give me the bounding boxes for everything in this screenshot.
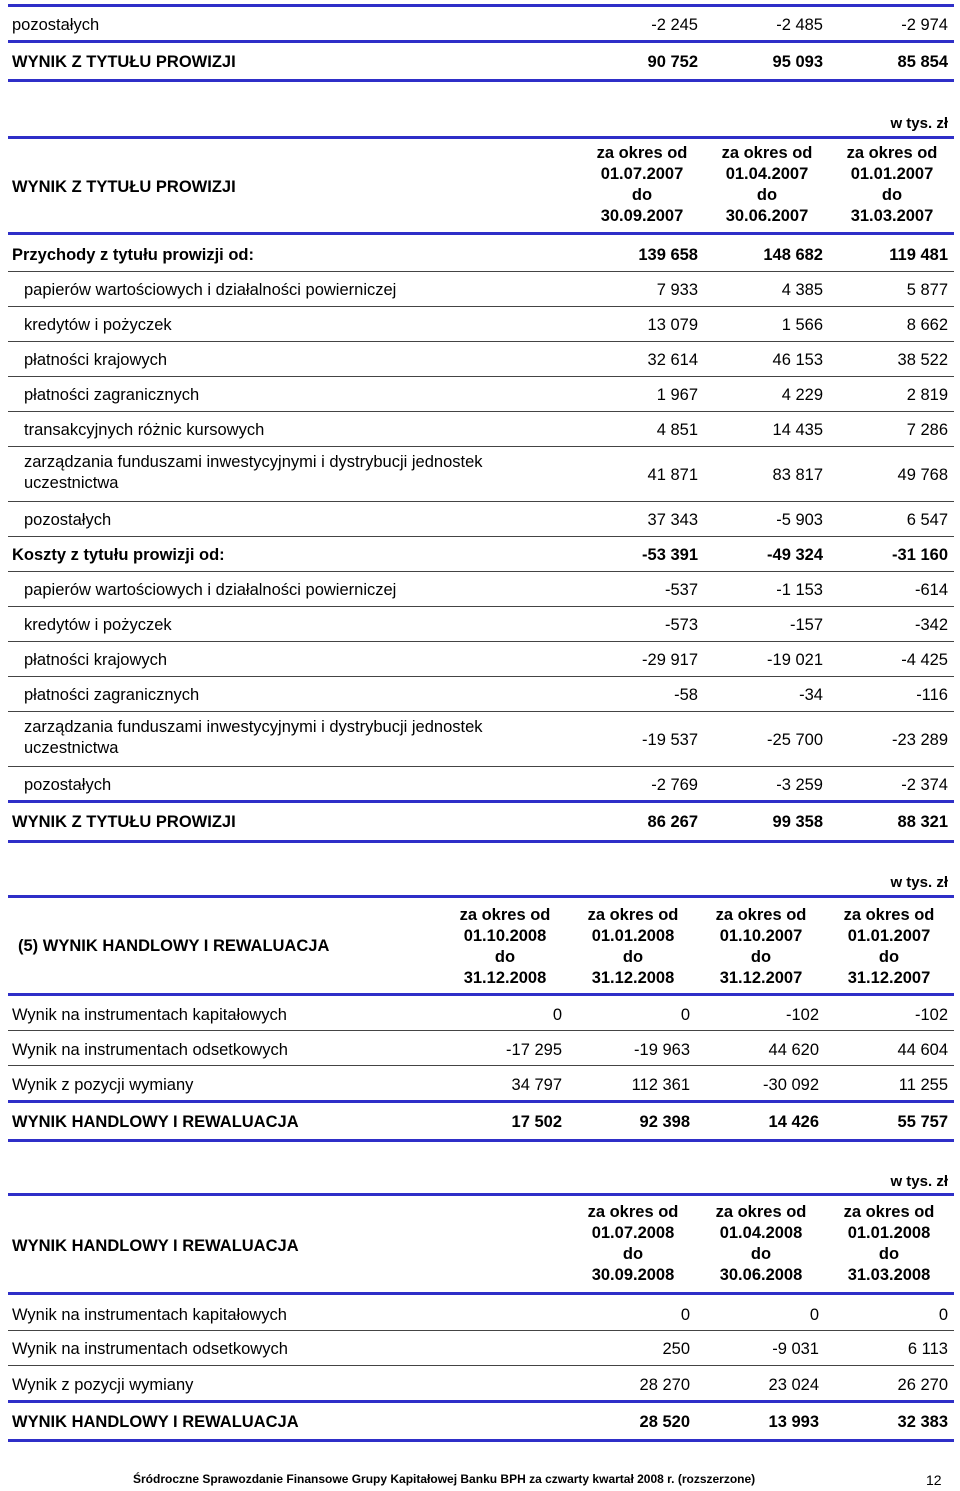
value-q2: 4 385 bbox=[781, 281, 823, 299]
value-col2: 0 bbox=[809, 1306, 819, 1324]
value-q2: -2 485 bbox=[776, 16, 823, 34]
column-header bbox=[828, 143, 956, 227]
value-col4: 44 604 bbox=[897, 1041, 948, 1059]
header-line: do bbox=[878, 948, 900, 966]
value-q3: -58 bbox=[674, 686, 698, 704]
row-label: Wynik na instrumentach kapitałowych bbox=[12, 1006, 287, 1024]
value-q2: 148 682 bbox=[763, 246, 823, 264]
value-col1: 28 270 bbox=[639, 1376, 690, 1394]
value-q1: -614 bbox=[914, 581, 948, 599]
page-number: 12 bbox=[926, 1472, 942, 1488]
value-q1: 8 662 bbox=[906, 316, 948, 334]
column-header bbox=[696, 905, 826, 989]
value-q3: -2 769 bbox=[651, 776, 698, 794]
value-col3: 6 113 bbox=[907, 1340, 948, 1358]
divider bbox=[8, 79, 954, 82]
header-line: 30.09.2008 bbox=[591, 1266, 675, 1284]
value-q1: -2 374 bbox=[901, 776, 948, 794]
value-col1: 17 502 bbox=[511, 1113, 562, 1131]
divider bbox=[8, 1065, 954, 1066]
divider bbox=[8, 840, 954, 843]
divider bbox=[8, 1193, 954, 1196]
trading-quarterly-table bbox=[8, 1171, 954, 1446]
row-label: Wynik z pozycji wymiany bbox=[12, 1376, 194, 1394]
header-line: za okres od bbox=[846, 144, 938, 162]
value-q1: 2 819 bbox=[906, 386, 948, 404]
row-label: kredytów i pożyczek bbox=[24, 616, 172, 634]
value-q2: 99 358 bbox=[772, 813, 823, 831]
value-q1: 85 854 bbox=[897, 53, 948, 71]
row-label: Koszty z tytułu prowizji od: bbox=[12, 546, 225, 564]
header-line: za okres od bbox=[587, 906, 679, 924]
row-label: płatności krajowych bbox=[24, 651, 168, 669]
value-col3: 0 bbox=[938, 1306, 948, 1324]
divider bbox=[8, 1330, 954, 1331]
value-col2: 112 361 bbox=[631, 1076, 690, 1094]
value-q2: 46 153 bbox=[772, 351, 823, 369]
header-line: 30.06.2007 bbox=[725, 207, 809, 225]
header-line: 01.07.2008 bbox=[591, 1224, 675, 1242]
value-q1: -2 974 bbox=[901, 16, 948, 34]
value-q3: 1 967 bbox=[656, 386, 698, 404]
header-line: do bbox=[494, 948, 516, 966]
header-line: do bbox=[750, 948, 772, 966]
value-col2: 0 bbox=[680, 1006, 690, 1024]
row-label: pozostałych bbox=[24, 776, 112, 794]
value-q2: -19 021 bbox=[767, 651, 823, 669]
value-q1: 6 547 bbox=[906, 511, 948, 529]
header-line: 01.07.2007 bbox=[600, 165, 684, 183]
value-q2: 83 817 bbox=[772, 466, 823, 484]
row-label: papierów wartościowych i działalności powierniczej bbox=[24, 581, 397, 599]
divider bbox=[8, 306, 954, 307]
header-line: 31.12.2007 bbox=[719, 969, 803, 987]
divider bbox=[8, 1439, 954, 1442]
column-header bbox=[703, 143, 831, 227]
header-line: 01.01.2008 bbox=[847, 1224, 931, 1242]
value-q2: -34 bbox=[799, 686, 823, 704]
value-q3: -537 bbox=[664, 581, 698, 599]
table-row bbox=[8, 452, 954, 496]
commission-table bbox=[8, 112, 954, 847]
column-header bbox=[568, 905, 698, 989]
divider bbox=[8, 536, 954, 537]
value-col3: -30 092 bbox=[763, 1076, 819, 1094]
divider bbox=[8, 1365, 954, 1366]
value-col3: 14 426 bbox=[768, 1113, 819, 1131]
value-q3: 7 933 bbox=[656, 281, 698, 299]
value-col3: -102 bbox=[785, 1006, 819, 1024]
divider bbox=[8, 993, 954, 996]
value-q3: 13 079 bbox=[647, 316, 698, 334]
row-label: Wynik z pozycji wymiany bbox=[12, 1076, 194, 1094]
value-col1: 0 bbox=[680, 1306, 690, 1324]
unit-label: w tys. zł bbox=[890, 874, 948, 891]
value-q1: -342 bbox=[914, 616, 948, 634]
divider bbox=[8, 232, 954, 235]
value-q3: 4 851 bbox=[656, 421, 698, 439]
divider bbox=[8, 641, 954, 642]
header-line: 31.12.2008 bbox=[463, 969, 547, 987]
value-q1: 38 522 bbox=[897, 351, 948, 369]
value-q3: -2 245 bbox=[651, 16, 698, 34]
row-label: zarządzania funduszami inwestycyjnymi i dystrybucji jednostek uczestnictwa bbox=[24, 453, 483, 492]
value-col1: 250 bbox=[662, 1340, 690, 1358]
header-line: do bbox=[756, 186, 778, 204]
value-q3: 86 267 bbox=[647, 813, 698, 831]
unit-label: w tys. zł bbox=[890, 115, 948, 132]
value-q3: -53 391 bbox=[642, 546, 698, 564]
row-label: Wynik na instrumentach kapitałowych bbox=[12, 1306, 287, 1324]
header-line: 30.09.2007 bbox=[600, 207, 684, 225]
column-header bbox=[568, 1202, 698, 1286]
table-title: WYNIK HANDLOWY I REWALUACJA bbox=[12, 1237, 299, 1255]
row-label: kredytów i pożyczek bbox=[24, 316, 172, 334]
value-col2: -9 031 bbox=[772, 1340, 819, 1358]
value-col4: 11 255 bbox=[898, 1076, 948, 1094]
header-line: za okres od bbox=[843, 1203, 935, 1221]
header-line: do bbox=[881, 186, 903, 204]
header-line: 01.01.2007 bbox=[847, 927, 931, 945]
value-q3: 32 614 bbox=[647, 351, 698, 369]
value-q3: 37 343 bbox=[647, 511, 698, 529]
value-q1: 49 768 bbox=[897, 466, 948, 484]
value-q2: -49 324 bbox=[767, 546, 823, 564]
value-col4: -102 bbox=[914, 1006, 948, 1024]
column-header bbox=[440, 905, 570, 989]
value-q1: -31 160 bbox=[892, 546, 948, 564]
value-q1: -4 425 bbox=[901, 651, 948, 669]
row-label: płatności zagranicznych bbox=[24, 386, 200, 404]
divider bbox=[8, 341, 954, 342]
header-line: 01.01.2008 bbox=[591, 927, 675, 945]
divider bbox=[8, 571, 954, 572]
divider bbox=[8, 136, 954, 139]
header-line: 01.04.2007 bbox=[725, 165, 809, 183]
value-q2: 4 229 bbox=[781, 386, 823, 404]
divider bbox=[8, 1100, 954, 1103]
value-q1: -23 289 bbox=[892, 731, 948, 749]
header-line: 01.04.2008 bbox=[719, 1224, 803, 1242]
column-header bbox=[824, 905, 954, 989]
row-label: Wynik na instrumentach odsetkowych bbox=[12, 1340, 288, 1358]
value-q3: -19 537 bbox=[642, 731, 698, 749]
divider bbox=[8, 711, 954, 712]
divider bbox=[8, 1030, 954, 1031]
trading-table bbox=[8, 872, 954, 1142]
header-line: za okres od bbox=[459, 906, 551, 924]
column-header bbox=[696, 1202, 826, 1286]
table-title: WYNIK Z TYTUŁU PROWIZJI bbox=[12, 178, 236, 196]
header-line: za okres od bbox=[596, 144, 688, 162]
table-title: (5) WYNIK HANDLOWY I REWALUACJA bbox=[18, 937, 330, 955]
column-header bbox=[824, 1202, 954, 1286]
value-q1: 5 877 bbox=[906, 281, 948, 299]
value-q2: -3 259 bbox=[776, 776, 823, 794]
value-q3: -29 917 bbox=[642, 651, 698, 669]
value-q2: -157 bbox=[789, 616, 823, 634]
row-label: płatności krajowych bbox=[24, 351, 168, 369]
unit-label: w tys. zł bbox=[890, 1173, 948, 1190]
header-line: za okres od bbox=[715, 1203, 807, 1221]
value-q1: 119 481 bbox=[889, 246, 948, 264]
divider bbox=[8, 4, 954, 7]
value-q1: 88 321 bbox=[897, 813, 948, 831]
divider bbox=[8, 676, 954, 677]
header-line: do bbox=[622, 1245, 644, 1263]
value-q2: 14 435 bbox=[772, 421, 823, 439]
header-line: za okres od bbox=[843, 906, 935, 924]
header-line: 31.03.2007 bbox=[850, 207, 934, 225]
value-q3: -573 bbox=[664, 616, 698, 634]
divider bbox=[8, 376, 954, 377]
header-line: 01.10.2007 bbox=[719, 927, 803, 945]
row-label: pozostałych bbox=[12, 16, 100, 34]
header-line: 30.06.2008 bbox=[719, 1266, 803, 1284]
top-continuation bbox=[8, 0, 954, 85]
divider bbox=[8, 1292, 954, 1295]
row-label: WYNIK HANDLOWY I REWALUACJA bbox=[12, 1113, 299, 1131]
header-line: za okres od bbox=[587, 1203, 679, 1221]
header-line: do bbox=[750, 1245, 772, 1263]
header-line: 01.10.2008 bbox=[463, 927, 547, 945]
row-label: transakcyjnych różnic kursowych bbox=[24, 421, 265, 439]
value-q2: -1 153 bbox=[776, 581, 823, 599]
page-footer: Śródroczne Sprawozdanie Finansowe Grupy Kapitałowej Banku BPH za czwarty kwartał 2008 r. (rozszerzone) bbox=[133, 1472, 756, 1486]
value-q1: 7 286 bbox=[906, 421, 948, 439]
divider bbox=[8, 501, 954, 502]
divider bbox=[8, 411, 954, 412]
value-col3: 26 270 bbox=[897, 1376, 948, 1394]
table-row bbox=[8, 717, 954, 761]
divider bbox=[8, 606, 954, 607]
value-col2: 13 993 bbox=[768, 1413, 819, 1431]
row-label: WYNIK HANDLOWY I REWALUACJA bbox=[12, 1413, 299, 1431]
divider bbox=[8, 895, 954, 898]
header-line: do bbox=[622, 948, 644, 966]
divider bbox=[8, 271, 954, 272]
value-q3: 90 752 bbox=[647, 53, 698, 71]
row-label: papierów wartościowych i działalności powierniczej bbox=[24, 281, 397, 299]
row-label: pozostałych bbox=[24, 511, 112, 529]
value-q2: 1 566 bbox=[781, 316, 823, 334]
value-q3: 139 658 bbox=[638, 246, 698, 264]
value-q1: -116 bbox=[916, 686, 948, 704]
value-col2: 23 024 bbox=[768, 1376, 819, 1394]
header-line: 31.12.2007 bbox=[847, 969, 931, 987]
value-col1: -17 295 bbox=[506, 1041, 562, 1059]
value-col1: 0 bbox=[552, 1006, 562, 1024]
row-label: Przychody z tytułu prowizji od: bbox=[12, 246, 255, 264]
value-col2: -19 963 bbox=[634, 1041, 690, 1059]
value-q3: 41 871 bbox=[647, 466, 698, 484]
divider bbox=[8, 1139, 954, 1142]
header-line: do bbox=[878, 1245, 900, 1263]
header-line: 31.12.2008 bbox=[591, 969, 675, 987]
divider bbox=[8, 766, 954, 767]
divider bbox=[8, 446, 954, 447]
value-col3: 44 620 bbox=[768, 1041, 819, 1059]
value-col4: 55 757 bbox=[897, 1113, 948, 1131]
value-col3: 32 383 bbox=[897, 1413, 948, 1431]
value-q2: -5 903 bbox=[776, 511, 823, 529]
row-label: zarządzania funduszami inwestycyjnymi i dystrybucji jednostek uczestnictwa bbox=[24, 718, 483, 757]
row-label: WYNIK Z TYTUŁU PROWIZJI bbox=[12, 813, 236, 831]
header-line: za okres od bbox=[721, 144, 813, 162]
column-header bbox=[578, 143, 706, 227]
value-col1: 34 797 bbox=[511, 1076, 562, 1094]
divider bbox=[8, 1400, 954, 1403]
header-line: 31.03.2008 bbox=[847, 1266, 931, 1284]
divider bbox=[8, 800, 954, 803]
value-col2: 92 398 bbox=[639, 1113, 690, 1131]
header-line: do bbox=[631, 186, 653, 204]
row-label: WYNIK Z TYTUŁU PROWIZJI bbox=[12, 53, 236, 71]
row-label: płatności zagranicznych bbox=[24, 686, 200, 704]
header-line: 01.01.2007 bbox=[850, 165, 934, 183]
row-label: Wynik na instrumentach odsetkowych bbox=[12, 1041, 288, 1059]
value-col1: 28 520 bbox=[639, 1413, 690, 1431]
value-q2: 95 093 bbox=[772, 53, 823, 71]
value-q2: -25 700 bbox=[767, 731, 823, 749]
divider bbox=[8, 40, 954, 43]
header-line: za okres od bbox=[715, 906, 807, 924]
